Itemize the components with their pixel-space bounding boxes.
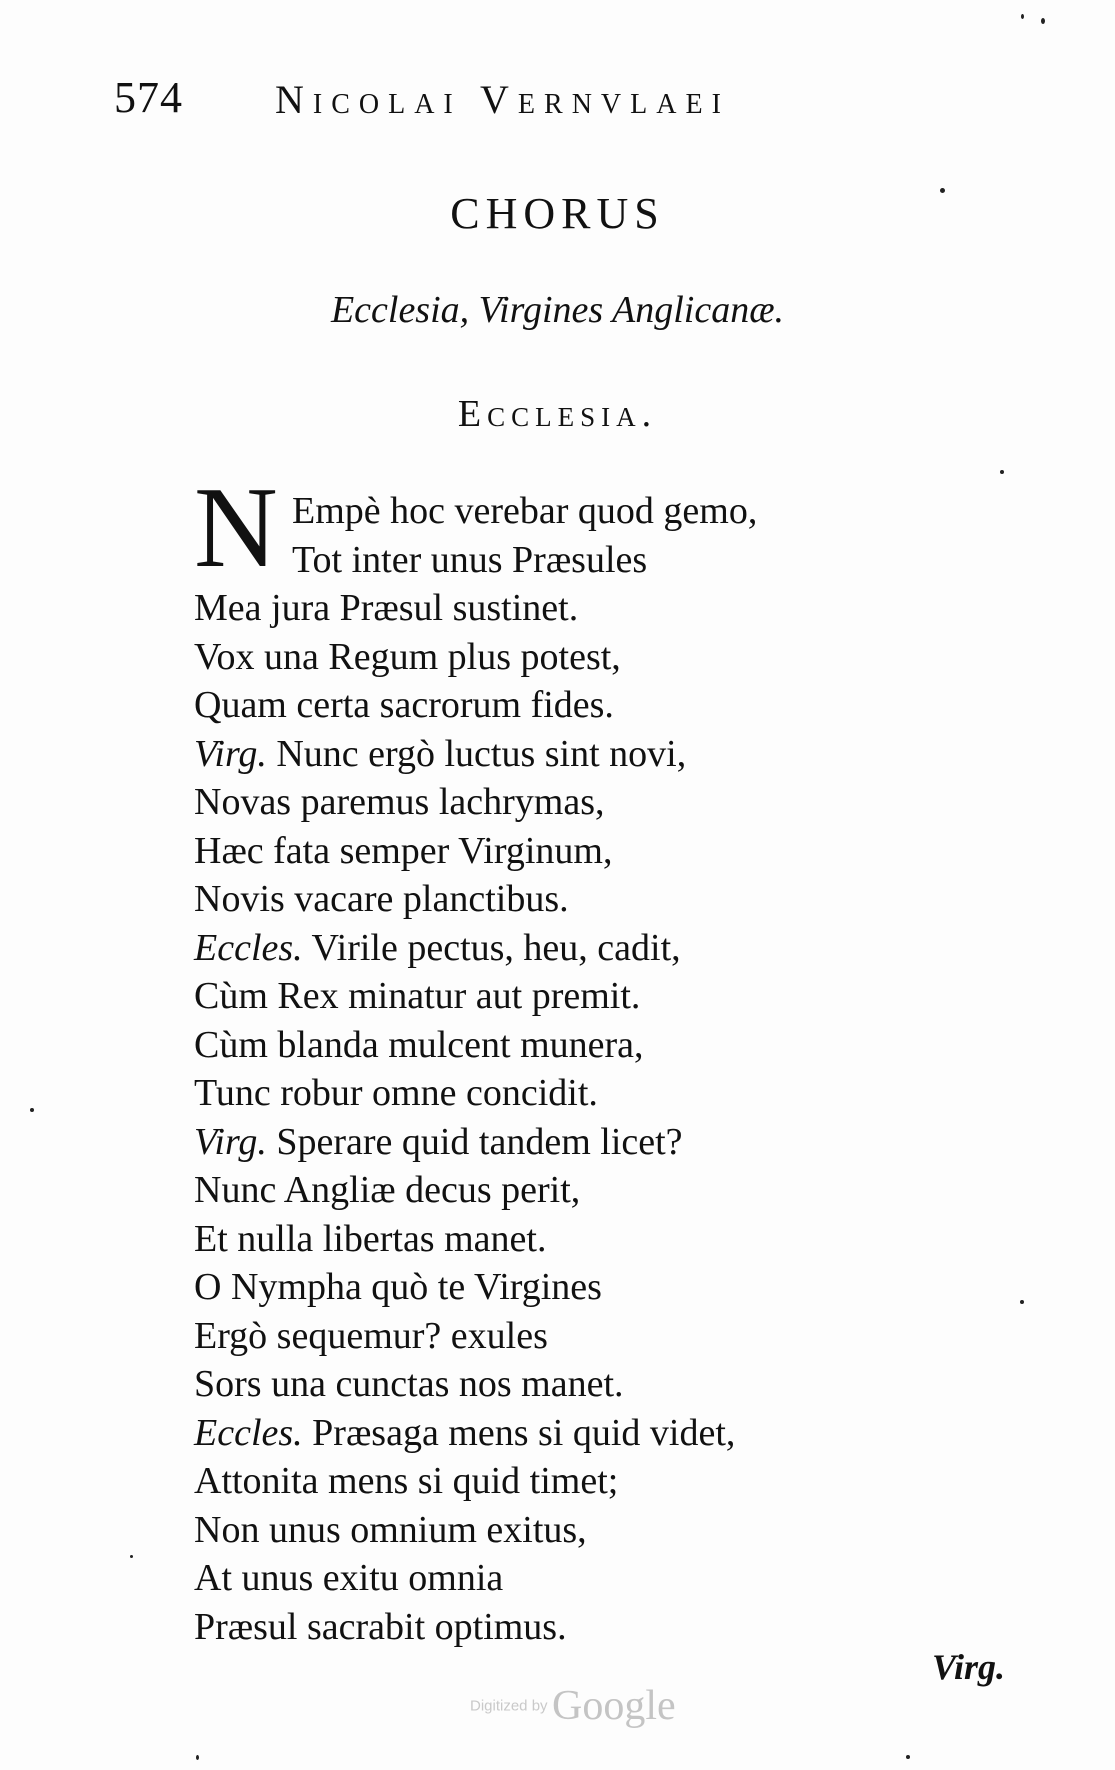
verse-text: Novis vacare planctibus. [194,878,569,920]
verse-text: At unus exitu omnia [194,1557,504,1599]
section-title [0,188,1115,239]
drop-cap: N [194,464,278,592]
verse-line [194,1554,757,1603]
verse-line [194,536,757,585]
speaker-label: Eccles. [194,926,303,969]
page-number: 574 [114,73,183,122]
verse-text: Novas paremus lachrymas, [194,781,605,823]
verse-block [194,487,757,1651]
verse-line [194,1360,757,1409]
verse-line [194,1506,757,1555]
verse-text: Ergò sequemur? exules [194,1314,548,1357]
verse-text: Mea jura Præsul sustinet. [194,587,579,629]
verse-line [194,1312,757,1361]
verse-text: Virile pectus, heu, cadit, [311,926,681,969]
verse-text: Sperare quid tandem licet? [276,1120,683,1163]
verse-line [194,1069,757,1118]
verse-text: O Nympha quò te Virgines [194,1266,602,1308]
verse-line [194,778,757,827]
speaker-label: Eccles. [194,1411,303,1454]
verse-line [194,924,757,973]
verse-line [194,875,757,924]
verse-text: Præsul sacrabit optimus. [194,1605,567,1648]
verse-text: Empè hoc verebar quod gemo, [292,490,758,532]
verse-line [194,1457,757,1506]
section-title-text: CHORUS [450,189,665,238]
digitization-watermark [470,1682,676,1730]
verse-line [194,584,757,633]
verse-text: Nunc ergò luctus sint novi, [276,732,687,775]
verse-text: Sors una cunctas nos manet. [194,1363,624,1405]
speaker-label: Virg. [194,1120,267,1163]
running-head: Nicolai Vernvlaei [275,77,730,122]
verse-text: Attonita mens si quid timet; [194,1460,619,1502]
verse-line [194,1215,757,1264]
verse-text: Vox una Regum plus potest, [194,635,621,678]
google-logo: Google [552,1683,676,1729]
verse-line [194,487,757,536]
watermark-prefix: Digitized by [470,1697,548,1715]
verse-line [194,1409,757,1458]
verse-line [194,1021,757,1070]
verse-line [194,1263,757,1312]
verse-line [194,1118,757,1167]
verse-line [194,1166,757,1215]
verse-text: Et nulla libertas manet. [194,1217,547,1260]
dramatis-personae: Ecclesia, Virgines Anglicanæ. [330,289,785,331]
verse-text: Cùm Rex minatur aut premit. [194,975,641,1017]
speaker-heading: Ecclesia. [457,393,658,435]
speaker-label: Virg. [194,732,267,775]
verse-line [194,827,757,876]
verse-line [194,972,757,1021]
verse-text: Tunc robur omne concidit. [194,1072,598,1114]
verse-text: Non unus omnium exitus, [194,1508,587,1551]
verse-line [194,1603,757,1652]
verse-line [194,681,757,730]
verse-text: Quam certa sacrorum fides. [194,684,614,726]
catchword: Virg. [932,1647,1006,1687]
verse-line [194,730,757,779]
verse-line [194,633,757,682]
verse-text: Nunc Angliæ decus perit, [194,1169,581,1211]
verse-text: Tot inter unus Præsules [292,538,648,581]
verse-text: Præsaga mens si quid videt, [312,1411,736,1454]
verse-text: Hæc fata semper Virginum, [194,829,613,872]
verse-text: Cùm blanda mulcent munera, [194,1023,644,1066]
